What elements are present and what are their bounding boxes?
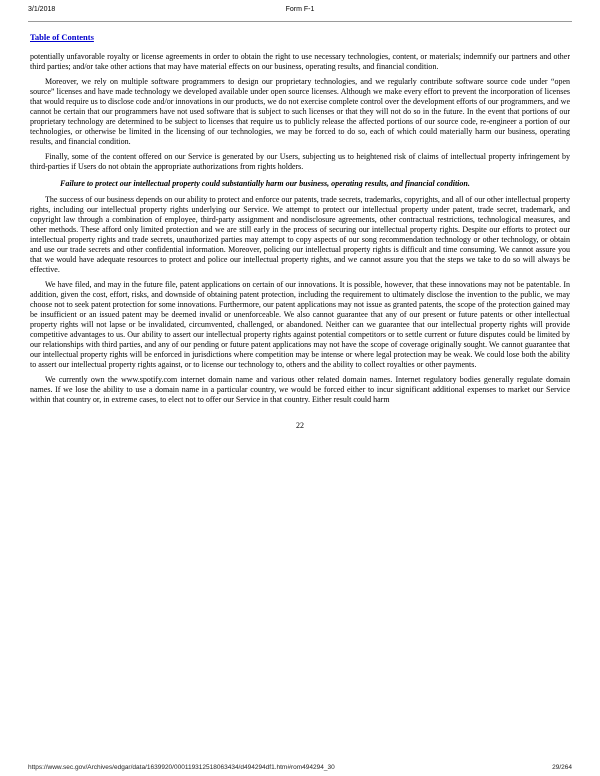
toc-link[interactable]: Table of Contents <box>30 32 94 42</box>
body-paragraph: Finally, some of the content offered on our Service is generated by our Users, subjecting us to heightened risk of claims of intellectual property infringement by third-parties if Users do not obtain the appropriate authorizations from rights holders. <box>30 152 570 171</box>
footer-url: https://www.sec.gov/Archives/edgar/data/1639920/000119312518063434/d494294df1.htm#rom494294_30 <box>28 764 335 771</box>
body-paragraph: We currently own the www.spotify.com internet domain name and various other related domain names. Internet regulatory bodies generally regulate domain names. If we lose the ability to use a domain name in a particular country, we would be forced either to incur significant additional expenses to market our Service within that country or, in extreme cases, to elect not to offer our Service in that country. Either result could harm <box>30 375 570 404</box>
print-header-date: 3/1/2018 <box>28 6 56 13</box>
print-header-title: Form F-1 <box>285 6 315 13</box>
body-paragraph: potentially unfavorable royalty or license agreements in order to obtain the right to use necessary technologies, content, or materials; indemnify our partners and other third parties; and/or take other actions that may have material effects on our business, operating results, and financial condition. <box>30 52 570 71</box>
risk-factor-heading: Failure to protect our intellectual property could substantially harm our business, operating results, and financial condition. <box>60 179 470 188</box>
body-paragraph: Moreover, we rely on multiple software programmers to design our proprietary technologies, and we regularly contribute software source code under “open source” licenses and have made technology we developed available under open source licenses. Although we make every effort to prevent the incorporation of licenses that would require us to disclose code and/or innovations in our products, we do not exercise complete control over the development efforts of our programmers, and we cannot be certain that our programmers have not used software that is subject to such licenses or that they will not do so in the future. In the event that portions of our proprietary technology are determined to be subject to licenses that require us to publicly release the affected portions of our source code, re-engineer a portion of our technologies, or otherwise be limited in the licensing of our technologies, we may be forced to do so, each of which could materially harm our business, operating results, and financial condition. <box>30 77 570 146</box>
body-paragraph: The success of our business depends on our ability to protect and enforce our patents, trade secrets, trademarks, copyrights, and all of our other intellectual property rights, including our intellectual property rights underlying our Service. We attempt to protect our intellectual property under patent, trade secret, trademark, and copyright law through a combination of employee, third-party assignment and nondisclosure agreements, other contractual restrictions, technological measures, and other methods. These afford only limited protection and we are still early in the process of securing our intellectual property rights. Despite our efforts to protect our intellectual property rights and trade secrets, unauthorized parties may attempt to copy aspects of our song recommendation technology or other technology, or obtain and use our trade secrets and other confidential information. Moreover, policing our intellectual property rights is difficult and time consuming. We cannot assure you that we would have adequate resources to protect and police our intellectual property rights, and we cannot assure you that the steps we take to do so will always be effective. <box>30 195 570 274</box>
body-paragraph: We have filed, and may in the future file, patent applications on certain of our innovations. It is possible, however, that these innovations may not be patentable. In addition, given the cost, effort, risks, and downside of obtaining patent protection, including the requirement to ultimately disclose the invention to the public, we may choose not to seek patent protection for some innovations. Furthermore, our patent applications may not issue as granted patents, the scope of the protection gained may be insufficient or an issued patent may be deemed invalid or unenforceable. We also cannot guarantee that any of our present or future patents or other intellectual property rights will not lapse or be invalidated, circumvented, challenged, or abandoned. Neither can we guarantee that our intellectual property rights will provide competitive advantages to us. Our ability to assert our intellectual property rights against potential competitors or to settle current or future disputes could be limited by our relationships with third parties, and any of our pending or future patent applications may not have the scope of coverage originally sought. We cannot guarantee that our intellectual property rights will be enforced in jurisdictions where competition may be intense or where legal protection may be weak. We could lose both the ability to assert our intellectual property rights against, or to license our technology to, others and the ability to collect royalties or other payments. <box>30 280 570 369</box>
print-footer <box>28 764 572 771</box>
document-body <box>30 32 570 431</box>
footer-page-indicator: 29/264 <box>552 764 572 771</box>
page-number: 22 <box>296 421 304 430</box>
print-header <box>0 6 600 17</box>
header-divider <box>28 21 572 22</box>
